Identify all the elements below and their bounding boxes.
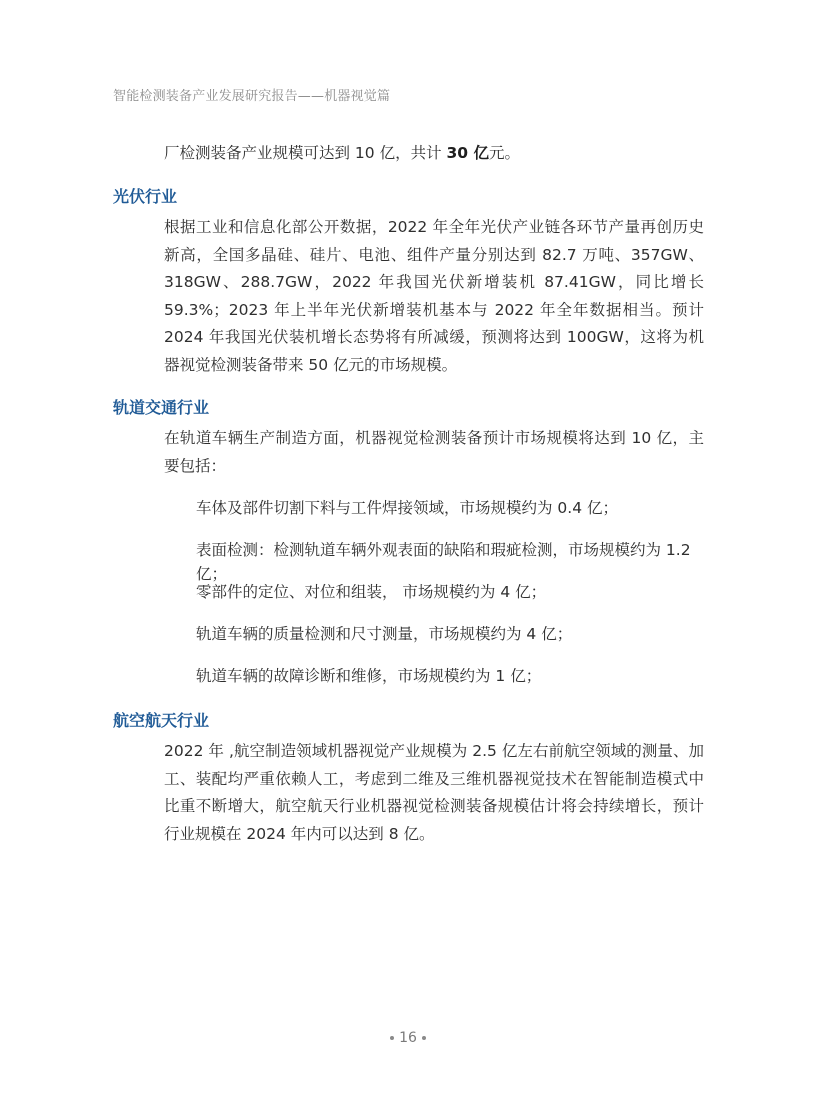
intro-text: 厂检测装备产业规模可达到 10 亿，共计 bbox=[164, 144, 447, 162]
list-item: 轨道车辆的故障诊断和维修，市场规模约为 1 亿； bbox=[196, 667, 542, 685]
list-item: 轨道车辆的质量检测和尺寸测量，市场规模约为 4 亿； bbox=[196, 625, 573, 643]
bullet-dot-icon bbox=[422, 1036, 426, 1040]
list-item: 表面检测：检测轨道车辆外观表面的缺陷和瑕疵检测，市场规模约为 1.2 亿； bbox=[196, 541, 691, 583]
bullet-dot-icon bbox=[390, 1036, 394, 1040]
running-header: 智能检测装备产业发展研究报告——机器视觉篇 bbox=[113, 89, 391, 104]
intro-paragraph bbox=[164, 140, 704, 168]
intro-suffix: 元。 bbox=[488, 144, 520, 162]
page-number: 16 bbox=[399, 1030, 417, 1046]
section-heading-rail: 轨道交通行业 bbox=[113, 398, 210, 417]
section-heading-pv: 光伏行业 bbox=[113, 187, 178, 206]
intro-bold-figure: 30 亿 bbox=[446, 144, 489, 162]
section-paragraph-rail: 在轨道车辆生产制造方面，机器视觉检测装备预计市场规模将达到 10 亿，主要包括： bbox=[164, 429, 704, 475]
section-heading-aerospace: 航空航天行业 bbox=[113, 711, 210, 730]
list-item: 车体及部件切割下料与工件焊接领域，市场规模约为 0.4 亿； bbox=[196, 499, 619, 517]
section-paragraph-aerospace: 2022 年 ,航空制造领域机器视觉产业规模为 2.5 亿左右前航空领域的测量、加工、装配均严重依赖人工，考虑到二维及三维机器视觉技术在智能制造模式中比重不断增大，航空航天行业机器视觉检测装备规模估计将会持续增长，预计行业规模在 2024 年内可以达到 8 亿。 bbox=[164, 742, 704, 843]
section-paragraph-pv: 根据工业和信息化部公开数据，2022 年全年光伏产业链各环节产量再创历史新高，全国多晶硅、硅片、电池、组件产量分别达到 82.7 万吨、357GW、318GW、288.7GW，2022 年我国光伏新增装机 87.41GW，同比增长 59.3%；2023 年上半年光伏新增装机基本与 2022 年全年数据相当。预计 2024 年我国光伏装机增长态势将有所减缓，预测将达到 100GW，这将为机器视觉检测装备带来 50 亿元的市场规模。 bbox=[164, 218, 704, 374]
page-footer bbox=[0, 1030, 816, 1046]
list-item: 零部件的定位、对位和组装， 市场规模约为 4 亿； bbox=[196, 583, 547, 601]
